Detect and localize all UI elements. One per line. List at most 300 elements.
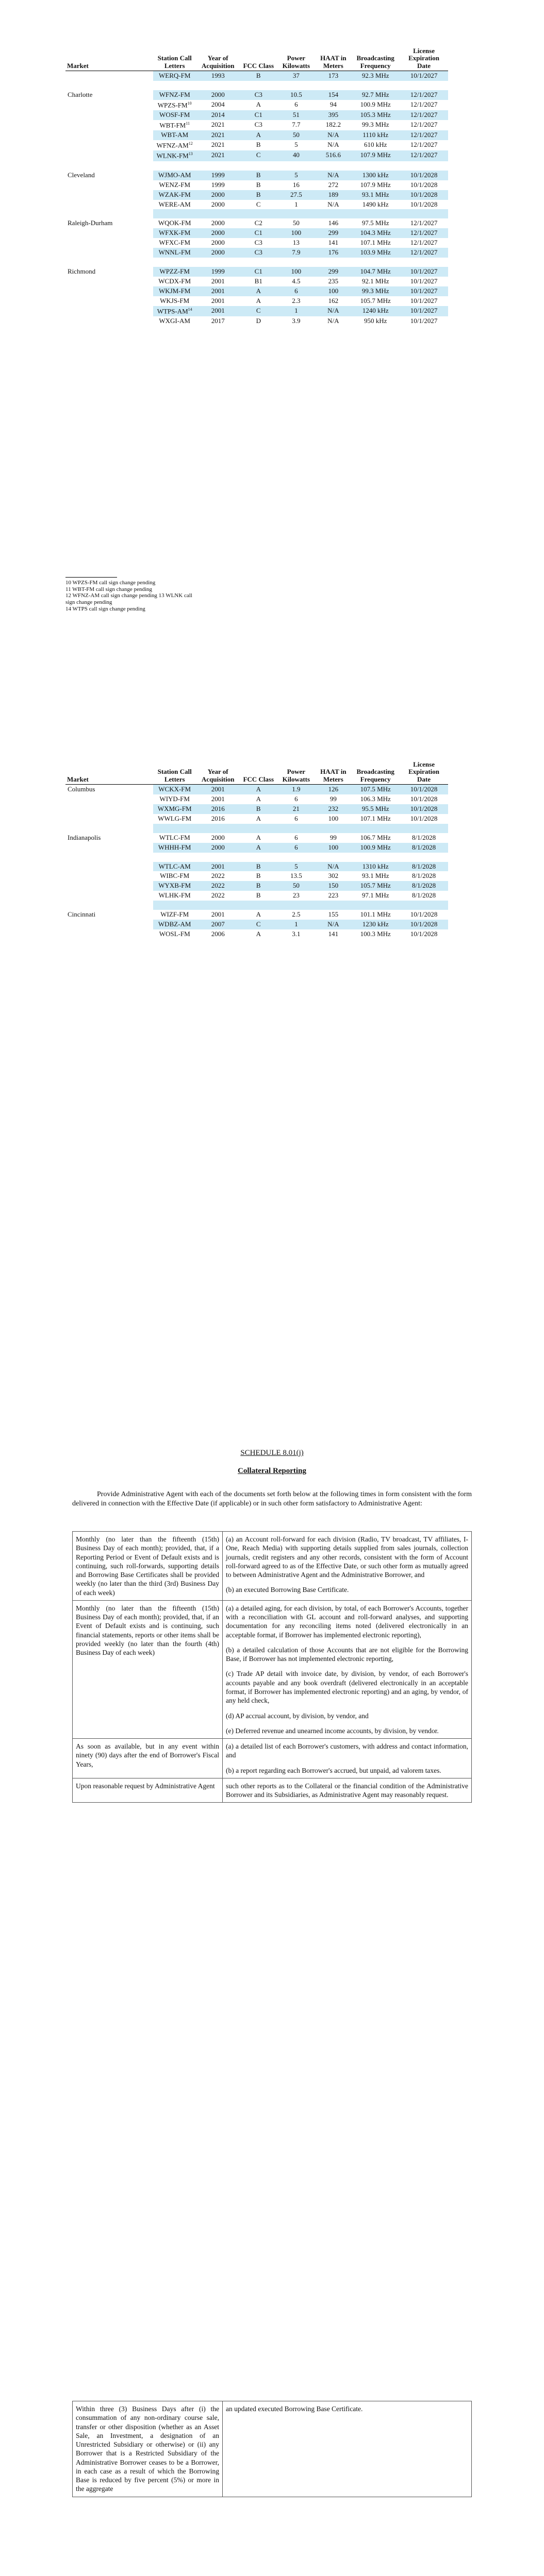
fcc-class-cell: [240, 286, 277, 296]
call-letters-cell: [153, 130, 196, 140]
power-cell-text: 27.5: [290, 190, 302, 198]
power-cell-text: 5: [294, 141, 298, 149]
table-row: [65, 277, 448, 286]
expiration-cell-text: 10/1/2027: [410, 287, 438, 295]
year-cell-text: 2001: [211, 785, 225, 793]
fcc-class-cell: [240, 180, 277, 190]
frequency-cell-text: 93.1 MHz: [361, 872, 389, 880]
footnotes: [65, 577, 200, 612]
spacer-row: [65, 258, 448, 267]
year-cell-text: 2001: [211, 297, 225, 305]
fcc-class-cell: [240, 794, 277, 804]
expiration-cell-text: 10/1/2028: [410, 920, 438, 928]
year-cell-text: 2000: [211, 190, 225, 198]
call-letters-cell: [153, 228, 196, 238]
frequency-cell: [351, 130, 400, 140]
fcc-class-cell-text: B: [256, 882, 261, 890]
market-cell: [65, 929, 153, 939]
power-cell-text: 21: [292, 804, 300, 812]
market-cell: [65, 910, 153, 920]
year-cell-text: 2004: [211, 100, 225, 108]
haat-cell-text: 146: [328, 219, 339, 227]
call-letters-cell-text: WIZF-FM: [160, 910, 189, 919]
spacer-row: [65, 209, 448, 218]
fcc-class-cell-text: C: [256, 151, 261, 159]
expiration-cell: [400, 150, 448, 161]
expiration-cell-text: 12/1/2027: [410, 100, 438, 108]
table-row: [65, 833, 448, 843]
year-cell: [196, 804, 240, 814]
frequency-cell-text: 99.3 MHz: [361, 287, 389, 295]
power-cell-text: 1: [294, 200, 298, 208]
power-cell-text: 4.5: [292, 277, 301, 285]
haat-cell: [315, 306, 351, 316]
haat-cell: [315, 833, 351, 843]
fcc-class-cell-text: A: [256, 833, 261, 841]
frequency-cell-text: 97.1 MHz: [361, 891, 389, 900]
frequency-cell-text: 107.1 MHz: [360, 814, 391, 822]
fcc-class-cell: [240, 228, 277, 238]
fcc-class-cell-text: C1: [254, 111, 262, 119]
expiration-cell-text: 10/1/2027: [410, 306, 438, 314]
haat-cell-text: 395: [328, 111, 339, 119]
power-cell-text: 13.5: [290, 872, 302, 880]
year-cell-text: 1999: [211, 180, 225, 189]
frequency-cell-text: 1110 kHz: [362, 131, 389, 139]
power-cell-text: 2.5: [292, 910, 301, 919]
year-cell: [196, 862, 240, 872]
table-row: [65, 218, 448, 228]
call-letters-cell-text: WWLG-FM: [158, 814, 192, 822]
expiration-cell-text: 12/1/2027: [410, 120, 438, 128]
fcc-class-cell: [240, 814, 277, 824]
reporting-items: [223, 1600, 472, 1738]
power-cell-text: 16: [292, 180, 300, 189]
power-cell: [277, 286, 315, 296]
schedule-intro: Provide Administrative Agent with each of the documents set forth below at the following times in form consistent with the form delivered in connection with the Effective Date (if applicable) or in such other form satisfactory to Administrative Agent:: [72, 1490, 472, 1508]
year-cell-text: 2001: [211, 794, 225, 803]
frequency-cell: [351, 814, 400, 824]
fcc-class-cell-text: C3: [254, 239, 262, 247]
haat-cell-text: 232: [328, 804, 339, 812]
haat-cell: [315, 784, 351, 794]
frequency-cell: [351, 71, 400, 80]
expiration-cell: [400, 296, 448, 306]
call-letters-cell-text: WIBC-FM: [160, 872, 190, 880]
fcc-class-cell: [240, 910, 277, 920]
year-cell: [196, 814, 240, 824]
reporting-row: [73, 1739, 472, 1778]
haat-cell-text: 94: [329, 100, 337, 108]
frequency-cell: [351, 306, 400, 316]
call-letters-cell-text: WZAK-FM: [158, 190, 191, 198]
year-cell: [196, 267, 240, 277]
fcc-class-cell-text: A: [256, 785, 261, 793]
year-cell: [196, 130, 240, 140]
col-header-expiration: License Expiration Date: [400, 760, 448, 784]
expiration-cell: [400, 110, 448, 120]
year-cell: [196, 910, 240, 920]
expiration-cell: [400, 316, 448, 326]
call-letters-cell: [153, 881, 196, 891]
expiration-cell: [400, 929, 448, 939]
haat-cell-text: N/A: [327, 920, 339, 928]
power-cell-text: 7.9: [292, 248, 301, 257]
haat-cell-text: 182.2: [325, 120, 341, 128]
frequency-cell: [351, 910, 400, 920]
reporting-row: [73, 1778, 472, 1803]
expiration-cell-text: 12/1/2027: [410, 229, 438, 237]
expiration-cell-text: 12/1/2027: [410, 90, 438, 98]
expiration-cell-text: 8/1/2028: [411, 862, 436, 870]
call-letters-cell: [153, 248, 196, 258]
year-cell: [196, 881, 240, 891]
call-letters-cell-text: WENZ-FM: [159, 180, 191, 189]
expiration-cell-text: 12/1/2027: [410, 141, 438, 149]
haat-cell-text: 150: [328, 882, 339, 890]
frequency-cell-text: 101.1 MHz: [360, 910, 391, 919]
table-row: [65, 794, 448, 804]
power-cell: [277, 881, 315, 891]
market-cell-text: Indianapolis: [68, 833, 101, 841]
expiration-cell: [400, 306, 448, 316]
year-cell-text: 2000: [211, 200, 225, 208]
market-cell: [65, 277, 153, 286]
expiration-cell: [400, 862, 448, 872]
fcc-class-cell-text: B1: [254, 277, 262, 285]
market-cell: [65, 140, 153, 150]
market-cell-text: Columbus: [68, 785, 95, 793]
power-cell-text: 5: [294, 862, 298, 870]
spacer-cell: [153, 81, 448, 90]
frequency-cell-text: 105.3 MHz: [360, 111, 391, 119]
table-header-row: [65, 46, 448, 71]
table-row: [65, 110, 448, 120]
call-letters-cell-text: WPZZ-FM: [159, 267, 190, 276]
haat-cell: [315, 843, 351, 853]
year-cell-text: 2000: [211, 248, 225, 257]
call-letters-cell: [153, 218, 196, 228]
frequency-cell: [351, 120, 400, 130]
spacer-cell: [65, 901, 153, 910]
table-row: [65, 267, 448, 277]
expiration-cell: [400, 267, 448, 277]
expiration-cell: [400, 277, 448, 286]
haat-cell-text: N/A: [327, 141, 339, 149]
call-letters-cell: [153, 814, 196, 824]
call-letters-cell-text: WNNL-FM: [158, 248, 191, 257]
expiration-cell: [400, 200, 448, 210]
expiration-cell: [400, 190, 448, 200]
reporting-item: (a) an Account roll-forward for each division (Radio, TV broadcast, TV affiliates, I-One, Reach Media) with supporting details supplied from sales journals, collection journals, credit registers and any other records, consistent with the form of Account roll-forward agreed to as of the Effective Date, or such other form as mutually agreed to between Administrative Agent and the Administrative Borrower, and: [226, 1535, 468, 1579]
frequency-cell-text: 107.5 MHz: [360, 785, 391, 793]
haat-cell-text: N/A: [327, 171, 339, 179]
spacer-cell: [153, 258, 448, 267]
power-cell-text: 5: [294, 171, 298, 179]
year-cell-text: 2016: [211, 804, 225, 812]
haat-cell: [315, 296, 351, 306]
haat-cell-text: 272: [328, 180, 339, 189]
frequency-cell-text: 100.3 MHz: [360, 930, 391, 938]
frequency-cell-text: 106.7 MHz: [360, 833, 391, 841]
power-cell: [277, 306, 315, 316]
call-letters-cell-text: WCKX-FM: [158, 785, 191, 793]
fcc-class-cell-text: A: [256, 843, 261, 851]
market-cell: [65, 833, 153, 843]
power-cell: [277, 71, 315, 80]
expiration-cell: [400, 140, 448, 150]
year-cell-text: 2001: [211, 287, 225, 295]
year-cell: [196, 920, 240, 929]
year-cell: [196, 228, 240, 238]
haat-cell: [315, 150, 351, 161]
expiration-cell-text: 10/1/2028: [410, 794, 438, 803]
table-row: [65, 150, 448, 161]
frequency-cell-text: 1310 kHz: [362, 862, 389, 870]
expiration-cell: [400, 814, 448, 824]
expiration-cell-text: 10/1/2027: [410, 317, 438, 325]
frequency-cell: [351, 171, 400, 180]
footnote-ref: 10: [187, 100, 192, 106]
power-cell-text: 1.9: [292, 785, 301, 793]
spacer-cell: [153, 161, 448, 171]
year-cell: [196, 248, 240, 258]
reporting-items: [223, 1532, 472, 1601]
expiration-cell: [400, 804, 448, 814]
power-cell-text: 7.7: [292, 120, 301, 128]
expiration-cell-text: 12/1/2027: [410, 239, 438, 247]
expiration-cell-text: 12/1/2027: [410, 151, 438, 159]
power-cell-text: 6: [294, 843, 298, 851]
year-cell: [196, 891, 240, 901]
spacer-row: [65, 853, 448, 862]
year-cell: [196, 871, 240, 881]
call-letters-cell: [153, 871, 196, 881]
fcc-class-cell-text: B: [256, 180, 261, 189]
haat-cell: [315, 238, 351, 248]
fcc-class-cell: [240, 90, 277, 100]
power-cell-text: 100: [291, 229, 302, 237]
expiration-cell-text: 10/1/2027: [410, 267, 438, 276]
fcc-class-cell: [240, 140, 277, 150]
market-cell: [65, 316, 153, 326]
haat-cell: [315, 910, 351, 920]
year-cell-text: 2000: [211, 219, 225, 227]
fcc-class-cell: [240, 843, 277, 853]
table-row: [65, 871, 448, 881]
expiration-cell: [400, 100, 448, 110]
year-cell: [196, 316, 240, 326]
expiration-cell: [400, 891, 448, 901]
frequency-cell: [351, 296, 400, 306]
call-letters-cell: [153, 171, 196, 180]
fcc-class-cell: [240, 862, 277, 872]
market-cell: [65, 794, 153, 804]
market-cell: [65, 891, 153, 901]
year-cell: [196, 286, 240, 296]
table-row: [65, 316, 448, 326]
table-row: [65, 891, 448, 901]
year-cell: [196, 100, 240, 110]
call-letters-cell: [153, 833, 196, 843]
call-letters-cell-text: WOSF-FM: [159, 111, 190, 119]
call-letters-cell: [153, 286, 196, 296]
haat-cell: [315, 794, 351, 804]
expiration-cell-text: 8/1/2028: [411, 882, 436, 890]
fcc-class-cell-text: A: [256, 794, 261, 803]
fcc-class-cell: [240, 316, 277, 326]
col-header-frequency: Broadcasting Frequency: [351, 760, 400, 784]
fcc-class-cell-text: A: [256, 100, 261, 108]
year-cell-text: 1999: [211, 171, 225, 179]
frequency-cell-text: 92.3 MHz: [361, 71, 389, 79]
year-cell-text: 2001: [211, 277, 225, 285]
table-row: [65, 296, 448, 306]
expiration-cell-text: 10/1/2028: [410, 930, 438, 938]
spacer-row: [65, 824, 448, 833]
table-row: [65, 784, 448, 794]
frequency-cell: [351, 277, 400, 286]
expiration-cell-text: 10/1/2028: [410, 910, 438, 919]
power-cell-text: 3.1: [292, 930, 301, 938]
year-cell-text: 2017: [211, 317, 225, 325]
fcc-class-cell: [240, 150, 277, 161]
frequency-cell-text: 92.1 MHz: [361, 277, 389, 285]
expiration-cell: [400, 71, 448, 80]
power-cell: [277, 248, 315, 258]
reporting-timing: Monthly (no later than the fifteenth (15th) Business Day of each month); provided, that, if an Event of Default exists and is continuing, such financial statements, reports or other items shall be provided weekly (no later than the fourth (4th) Business Day of each week): [73, 1600, 223, 1738]
frequency-cell-text: 93.1 MHz: [361, 190, 389, 198]
call-letters-cell: [153, 267, 196, 277]
year-cell-text: 2000: [211, 239, 225, 247]
footnote-ref: 14: [188, 307, 192, 312]
expiration-cell-text: 12/1/2027: [410, 131, 438, 139]
year-cell-text: 2001: [211, 862, 225, 870]
frequency-cell: [351, 871, 400, 881]
market-cell: [65, 110, 153, 120]
fcc-class-cell: [240, 71, 277, 80]
reporting-items: [223, 1739, 472, 1778]
reporting-item: (e) Deferred revenue and unearned income accounts, by division, by vendor.: [226, 1726, 439, 1735]
frequency-cell: [351, 150, 400, 161]
call-letters-cell: [153, 238, 196, 248]
fcc-class-cell-text: B: [256, 171, 261, 179]
call-letters-cell-text: WOSL-FM: [159, 930, 190, 938]
frequency-cell-text: 103.9 MHz: [360, 248, 391, 257]
call-letters-cell-text: WFXK-FM: [158, 229, 191, 237]
frequency-cell-text: 1240 kHz: [362, 306, 389, 314]
frequency-cell-text: 105.7 MHz: [360, 297, 391, 305]
power-cell-text: 37: [292, 71, 300, 79]
year-cell: [196, 180, 240, 190]
year-cell-text: 2022: [211, 882, 225, 890]
year-cell: [196, 833, 240, 843]
fcc-class-cell-text: A: [256, 131, 261, 139]
year-cell-text: 2021: [211, 141, 225, 149]
haat-cell-text: 299: [328, 229, 339, 237]
haat-cell: [315, 881, 351, 891]
expiration-cell: [400, 218, 448, 228]
power-cell: [277, 171, 315, 180]
frequency-cell: [351, 218, 400, 228]
reporting-row: [73, 1600, 472, 1738]
market-cell: [65, 180, 153, 190]
year-cell-text: 2000: [211, 90, 225, 98]
haat-cell-text: 189: [328, 190, 339, 198]
call-letters-cell: [153, 784, 196, 794]
year-cell: [196, 784, 240, 794]
call-letters-cell-text: WYXB-FM: [158, 882, 191, 890]
frequency-cell: [351, 794, 400, 804]
table-row: [65, 929, 448, 939]
power-cell: [277, 150, 315, 161]
haat-cell-text: N/A: [327, 862, 339, 870]
haat-cell-text: 126: [328, 785, 339, 793]
year-cell: [196, 190, 240, 200]
power-cell-text: 6: [294, 833, 298, 841]
col-header-call-letters: Station Call Letters: [153, 760, 196, 784]
reporting-row: [73, 2401, 472, 2497]
table-row: [65, 238, 448, 248]
haat-cell-text: 100: [328, 814, 339, 822]
col-header-haat: HAAT in Meters: [315, 46, 351, 71]
year-cell-text: 2016: [211, 814, 225, 822]
haat-cell: [315, 110, 351, 120]
call-letters-cell-text: WLNK-FM: [156, 151, 189, 160]
power-cell-text: 10.5: [290, 90, 302, 98]
schedule-title: SCHEDULE 8.01(j): [240, 1449, 304, 1457]
expiration-cell-text: 12/1/2027: [410, 219, 438, 227]
power-cell: [277, 929, 315, 939]
expiration-cell-text: 10/1/2027: [410, 297, 438, 305]
haat-cell: [315, 814, 351, 824]
power-cell: [277, 190, 315, 200]
haat-cell: [315, 862, 351, 872]
frequency-cell-text: 99.3 MHz: [361, 120, 389, 128]
call-letters-cell: [153, 277, 196, 286]
col-header-haat: HAAT in Meters: [315, 760, 351, 784]
fcc-class-cell-text: A: [256, 287, 261, 295]
expiration-cell: [400, 171, 448, 180]
market-cell: [65, 238, 153, 248]
haat-cell-text: 299: [328, 267, 339, 276]
fcc-class-cell-text: C1: [254, 229, 262, 237]
expiration-cell: [400, 871, 448, 881]
year-cell: [196, 277, 240, 286]
power-cell: [277, 267, 315, 277]
frequency-cell-text: 100.9 MHz: [360, 843, 391, 851]
haat-cell: [315, 190, 351, 200]
fcc-class-cell-text: C3: [254, 90, 262, 98]
expiration-cell-text: 8/1/2028: [411, 833, 436, 841]
spacer-cell: [153, 853, 448, 862]
reporting-item: (a) a detailed list of each Borrower's customers, with address and contact information, and: [226, 1742, 468, 1759]
haat-cell: [315, 228, 351, 238]
reporting-items: [223, 1778, 472, 1803]
fcc-class-cell-text: B: [256, 891, 261, 900]
frequency-cell: [351, 140, 400, 150]
spacer-cell: [65, 81, 153, 90]
power-cell: [277, 891, 315, 901]
expiration-cell: [400, 920, 448, 929]
call-letters-cell-text: WBT-AM: [161, 131, 189, 139]
call-letters-cell: [153, 296, 196, 306]
haat-cell: [315, 316, 351, 326]
schedule-subtitle: Collateral Reporting: [238, 1467, 306, 1475]
haat-cell: [315, 218, 351, 228]
table-row: [65, 814, 448, 824]
power-cell-text: 100: [291, 267, 302, 276]
